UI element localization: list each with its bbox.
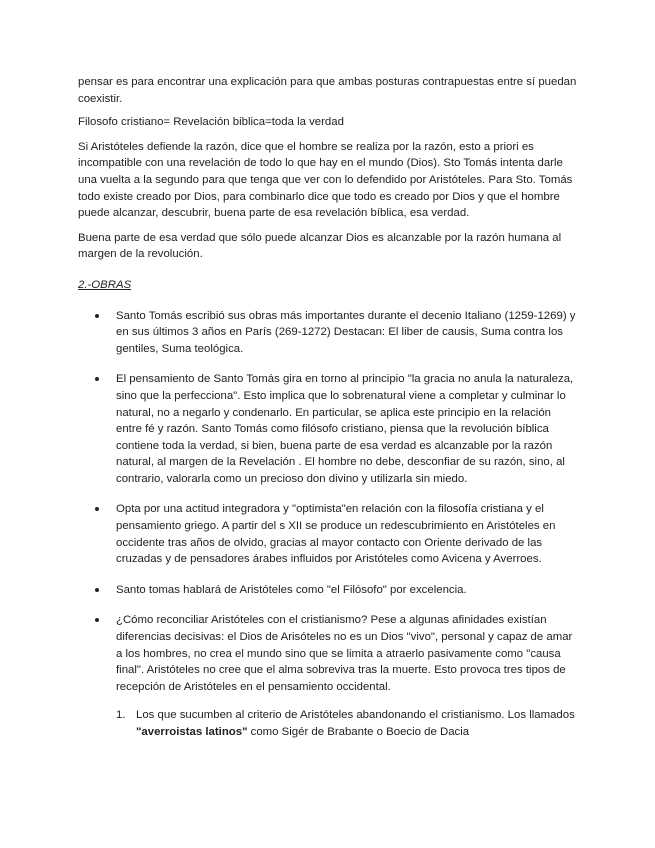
list-item: [78, 612, 580, 740]
list-item-text: Santo Tomás escribió sus obras más importantes durante el decenio Italiano (1259-1269) y en sus últimos 3 años en París (269-1272) Destacan: El liber de causis, Suma contra los gentiles, Suma teológica.: [116, 309, 576, 355]
bullet-icon: [95, 377, 99, 381]
list-item: [78, 308, 580, 358]
list-item-text: Opta por una actitud integradora y "optimista"en relación con la filosofía cristiana y el pensamiento griego. A partir del s XII se produce un redescubrimiento en Aristóteles en occidente tras años de olvido, gracias al mayor contacto con Oriente derivado de las cruzadas y de pensadores árabes influidos por Aristóteles como Avicena y Averroes.: [116, 503, 556, 566]
bullet-icon: [95, 314, 99, 318]
list-item-text: Santo tomas hablará de Aristóteles como "el Filósofo" por excelencia.: [116, 583, 467, 596]
bullet-list: [78, 308, 580, 741]
sublist-text-after: como Sigér de Brabante o Boecio de Dacia: [247, 726, 470, 738]
list-item: [78, 501, 580, 567]
section-heading-obras: 2.-OBRAS: [78, 278, 132, 291]
document-body: [78, 74, 580, 755]
paragraph-definition: Filosofo cristiano= Revelación biblica=toda la verdad: [78, 116, 344, 129]
bullet-icon: [95, 507, 99, 511]
paragraph-intro: pensar es para encontrar una explicación para que ambas posturas contrapuestas entre sí puedan coexistir.: [78, 76, 577, 105]
list-item: [78, 582, 580, 599]
numbered-sublist: [116, 707, 580, 740]
sublist-item: [116, 707, 580, 740]
sublist-number: 1.: [116, 709, 126, 722]
paragraph-verdad: Buena parte de esa verdad que sólo puede alcanzar Dios es alcanzable por la razón humana al margen de la revolución.: [78, 231, 562, 261]
list-item: [78, 371, 580, 487]
sublist-bold-term: "averroistas latinos": [136, 726, 248, 738]
bullet-icon: [95, 588, 99, 592]
list-item-text: El pensamiento de Santo Tomás gira en torno al principio "la gracia no anula la naturaleza, sino que la perfecciona". Esto implica que lo sobrenatural viene a completar y culminar lo natural, no a negarlo y condenarlo. En particular, se aplica este principio en la relación entre fé y razón. Santo Tomás como filósofo cristiano, piensa que la revolución bíblica contiene toda la verdad, si bien, buena parte de esa verdad es alcanzable por la razón natural, al margen de la Revelación . El hombre no debe, desconfiar de su razón, sino, al contrario, valorarla como un precioso don divino y utilizarla sin miedo.: [116, 373, 574, 485]
bullet-icon: [95, 618, 99, 622]
list-item-text: ¿Cómo reconciliar Aristóteles con el cristianismo? Pese a algunas afinidades existían diferencias decisivas: el Dios de Arisóteles no es un Dios "vivo", personal y capaz de amar a los hombres, no crea el mundo sino que se limita a atraerlo pasivamente como "causa final". Aristóteles no cree que el alma sobreviva tras la muerte. Esto provoca tres tipos de recepción de Aristóteles en el pensamiento occidental.: [116, 614, 573, 693]
sublist-text-before: Los que sucumben al criterio de Aristóteles abandonando el cristianismo. Los llamados: [136, 709, 575, 722]
paragraph-aristoteles: Si Aristóteles defiende la razón, dice que el hombre se realiza por la razón, esto a priori es incompatible con una revelación de todo lo que hay en el mundo (Dios). Sto Tomás intenta darle una vuelta a la segundo para que tenga que ver con lo defendido por Aristóteles. Para Sto. Tomás todo existe creado por Dios, para combinarlo dice que todo es creado por Dios y que el hombre puede alcanzar, descubrir, buena parte de esa revelación bíblica, esa verdad.: [78, 140, 573, 220]
